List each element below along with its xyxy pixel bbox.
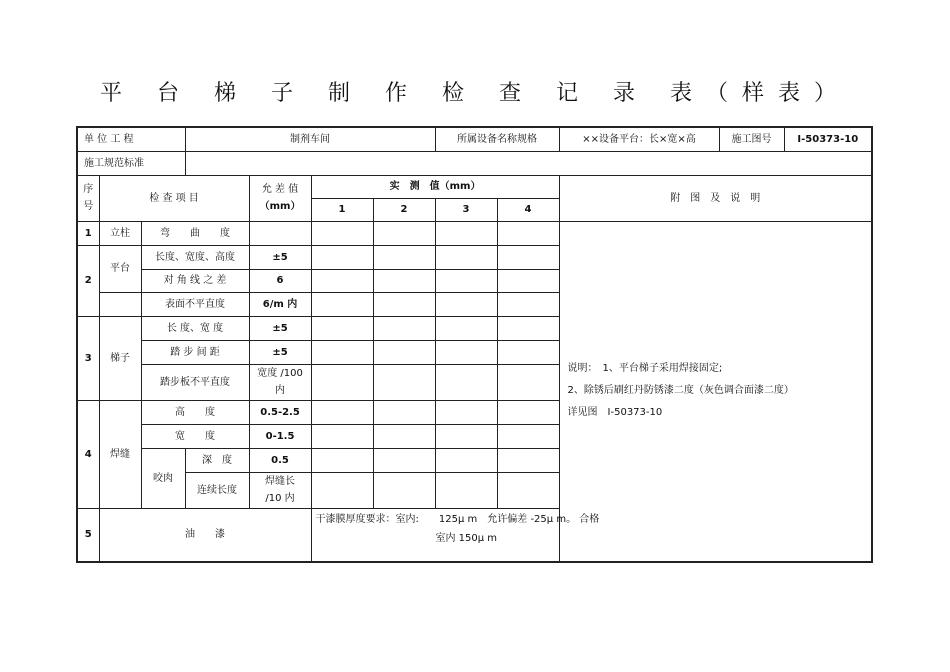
group-4-sub: 咬肉 [141,448,185,508]
row-4-tol: 6/m 内 [249,292,311,316]
cell [311,424,373,448]
cell [435,448,497,472]
cell [435,245,497,269]
row-4-item: 表面不平直度 [141,292,249,316]
col-measured: 实 测 值（mm） [311,175,559,198]
cell [435,472,497,508]
row-11-item: 连续长度 [185,472,249,508]
row-8-tol: 0.5-2.5 [249,400,311,424]
cell [497,316,559,340]
row-6-item: 踏 步 间 距 [141,340,249,364]
cell [311,472,373,508]
row-9-tol: 0-1.5 [249,424,311,448]
cell [435,340,497,364]
cell [373,269,435,292]
notes-line-3: 详见图 I-50373-10 [567,407,663,419]
cell [497,400,559,424]
standard-value [185,151,872,175]
group-4-name: 焊缝 [99,400,141,508]
cell [435,316,497,340]
group-3-no: 3 [77,316,99,400]
cell [435,400,497,424]
col-item: 检 查 项 目 [99,175,249,221]
col-tolerance-unit: （mm） [259,201,301,212]
cell [373,364,435,400]
cell [311,448,373,472]
row-7-tol-line2: 内 [275,385,286,396]
row-2-tol: ±5 [249,245,311,269]
cell [497,221,559,245]
row-11-tol-line1: 焊缝长 [265,476,296,487]
col-m2: 2 [373,198,435,221]
cell [373,340,435,364]
row-9-item: 宽 度 [141,424,249,448]
page-title: 平 台 梯 子 制 作 检 查 记 录 表（样表） [100,81,850,106]
drawing-label: 施工图号 [719,127,784,151]
cell [311,340,373,364]
cell [435,424,497,448]
row-7-tol-line1: 宽度 /100 [257,368,303,379]
unit-label: 单 位 工 程 [77,127,185,151]
cell [311,316,373,340]
cell [497,424,559,448]
col-tolerance-label: 允 差 值 [261,184,299,195]
row-3-tol: 6 [249,269,311,292]
row-2-item: 长度、宽度、高度 [141,245,249,269]
cell [497,340,559,364]
group-1-name: 立柱 [99,221,141,245]
cell [373,316,435,340]
col-m3: 3 [435,198,497,221]
paint-requirement [311,508,621,562]
group-4-no: 4 [77,400,99,508]
col-tolerance [249,175,311,221]
cell [311,364,373,400]
col-m4: 4 [497,198,559,221]
cell [497,472,559,508]
row-3-item: 对 角 线 之 差 [141,269,249,292]
cell [373,292,435,316]
row-1-item: 弯 曲 度 [141,221,249,245]
row-11-tol-line2: /10 内 [265,493,295,504]
cell [497,364,559,400]
cell [497,269,559,292]
col-seq: 序号 [77,175,99,221]
notes-line-1: 说明： 1、平台梯子采用焊接固定; [567,363,723,375]
group-2-no: 2 [77,245,99,316]
row-1-tol [249,221,311,245]
cell [497,448,559,472]
paint-line-1: 干漆膜厚度要求：室内: 125μ m 允许偏差 -25μ m。 合格 [315,513,600,525]
cell [373,221,435,245]
row-7-tol [249,364,311,400]
cell [435,269,497,292]
cell [373,400,435,424]
row-8-item: 高 度 [141,400,249,424]
inspection-form [76,126,873,563]
cell [311,400,373,424]
paint-line-2: 室内 150μ m [435,532,498,544]
group-2-blank [99,292,141,316]
equip-value: ××设备平台：长×宽×高 [559,127,719,151]
cell [435,364,497,400]
row-5-tol: ±5 [249,316,311,340]
cell [373,472,435,508]
group-3-name: 梯子 [99,316,141,400]
cell [435,292,497,316]
cell [373,245,435,269]
group-5-name: 油 漆 [99,508,311,562]
col-m1: 1 [311,198,373,221]
cell [497,245,559,269]
row-11-tol [249,472,311,508]
cell [373,424,435,448]
row-5-item: 长 度、宽 度 [141,316,249,340]
cell [311,292,373,316]
notes-line-2: 2、除锈后刷红丹防锈漆二度（灰色调合面漆二度） [567,385,794,397]
row-6-tol: ±5 [249,340,311,364]
drawing-value: I-50373-10 [784,127,872,151]
row-10-item: 深 度 [185,448,249,472]
row-10-tol: 0.5 [249,448,311,472]
cell [311,245,373,269]
standard-label: 施工规范标准 [77,151,185,175]
cell [311,221,373,245]
group-5-no: 5 [77,508,99,562]
group-1-no: 1 [77,221,99,245]
col-notes: 附 图 及 说 明 [559,175,872,221]
unit-value: 制剂车间 [185,127,435,151]
cell [497,292,559,316]
cell [435,221,497,245]
equip-label: 所属设备名称规格 [435,127,559,151]
cell [311,269,373,292]
cell [373,448,435,472]
row-7-item: 踏步板不平直度 [141,364,249,400]
group-2-name: 平台 [99,245,141,292]
